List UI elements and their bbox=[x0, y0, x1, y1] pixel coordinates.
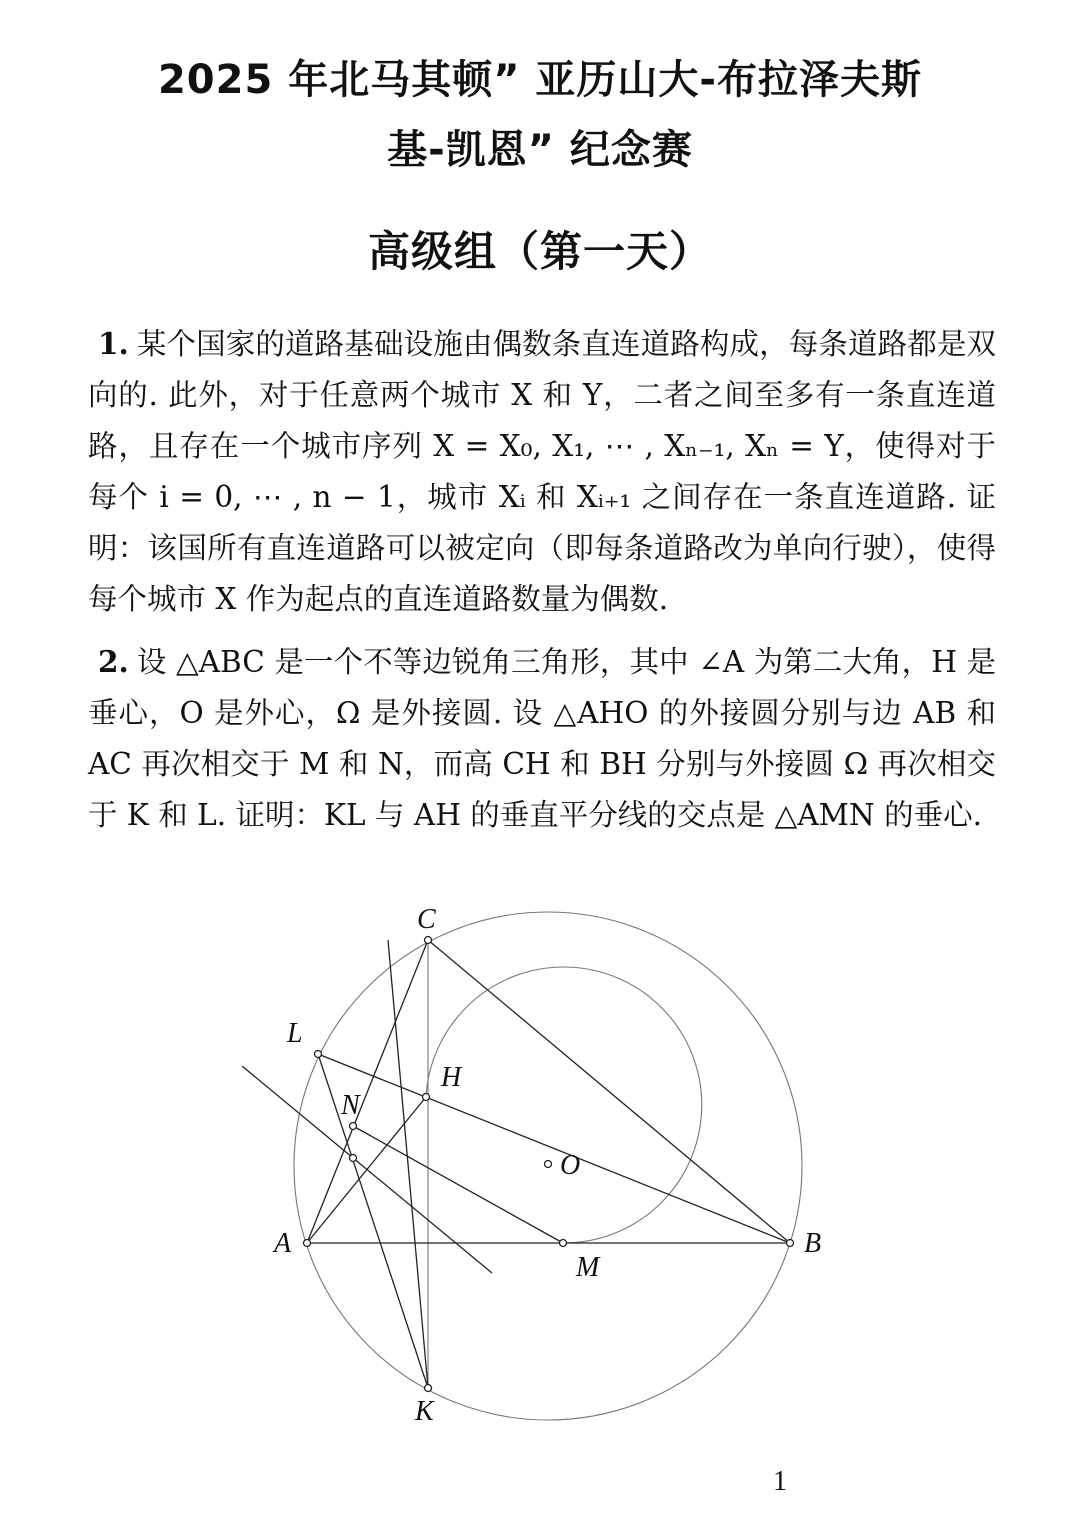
point-b bbox=[787, 1240, 794, 1247]
page-number: 1 bbox=[773, 1466, 787, 1497]
problem-1-number: 1. bbox=[98, 326, 129, 361]
document-title-line2: 基-凯恩” 纪念赛 bbox=[387, 127, 693, 173]
circle-aho bbox=[426, 967, 702, 1243]
label-l: L bbox=[287, 1018, 303, 1049]
line-lb bbox=[318, 1054, 790, 1243]
segment-kl bbox=[318, 1054, 428, 1388]
problem-1-text: 某个国家的道路基础设施由偶数条直连道路构成，每条道路都是双向的. 此外，对于任意两个城市 X 和 Y，二者之间至多有一条直连道路，且存在一个城市序列 X = X₀, X₁, ⋯ , Xₙ₋₁, Xₙ = Y，使得对于每个 i = 0, ⋯ , n − 1，城市 Xᵢ 和 Xᵢ₊₁ 之间存在一条直连道路. 证明：该国所有直连道路可以被定向（即每条道路改为单向行驶），使得每个城市 X 作为起点的直连道路数量为偶数. bbox=[88, 327, 996, 616]
problem-2-text: 设 △ABC 是一个不等边锐角三角形，其中 ∠A 为第二大角，H 是垂心，O 是外心，Ω 是外接圆. 设 △AHO 的外接圆分别与边 AB 和 AC 再次相交于 M 和 N，而高 CH 和 BH 分别与外接圆 Ω 再次相交于 K 和 L. 证明：KL 与 AH 的垂直平分线的交点是 △AMN 的垂心. bbox=[88, 645, 996, 832]
label-o: O bbox=[560, 1150, 581, 1181]
point-k bbox=[425, 1385, 432, 1392]
label-n: N bbox=[341, 1090, 360, 1121]
point-o bbox=[545, 1161, 552, 1168]
point-h bbox=[423, 1094, 430, 1101]
label-m: M bbox=[576, 1252, 600, 1283]
document-title-line1: 2025 年北马其顿” 亚历山大-布拉泽夫斯 bbox=[157, 57, 923, 103]
point-intersection bbox=[350, 1155, 357, 1162]
point-a bbox=[304, 1240, 311, 1247]
point-l bbox=[315, 1051, 322, 1058]
side-ca bbox=[307, 940, 428, 1243]
point-n bbox=[350, 1123, 357, 1130]
label-k: K bbox=[415, 1396, 434, 1427]
label-h: H bbox=[441, 1062, 462, 1093]
label-c: C bbox=[417, 904, 436, 935]
point-c bbox=[425, 937, 432, 944]
point-m bbox=[560, 1240, 567, 1247]
problem-2-number: 2. bbox=[98, 644, 129, 679]
label-b: B bbox=[804, 1228, 822, 1259]
label-a: A bbox=[274, 1228, 292, 1259]
document-subtitle: 高级组（第一天） bbox=[367, 227, 712, 276]
